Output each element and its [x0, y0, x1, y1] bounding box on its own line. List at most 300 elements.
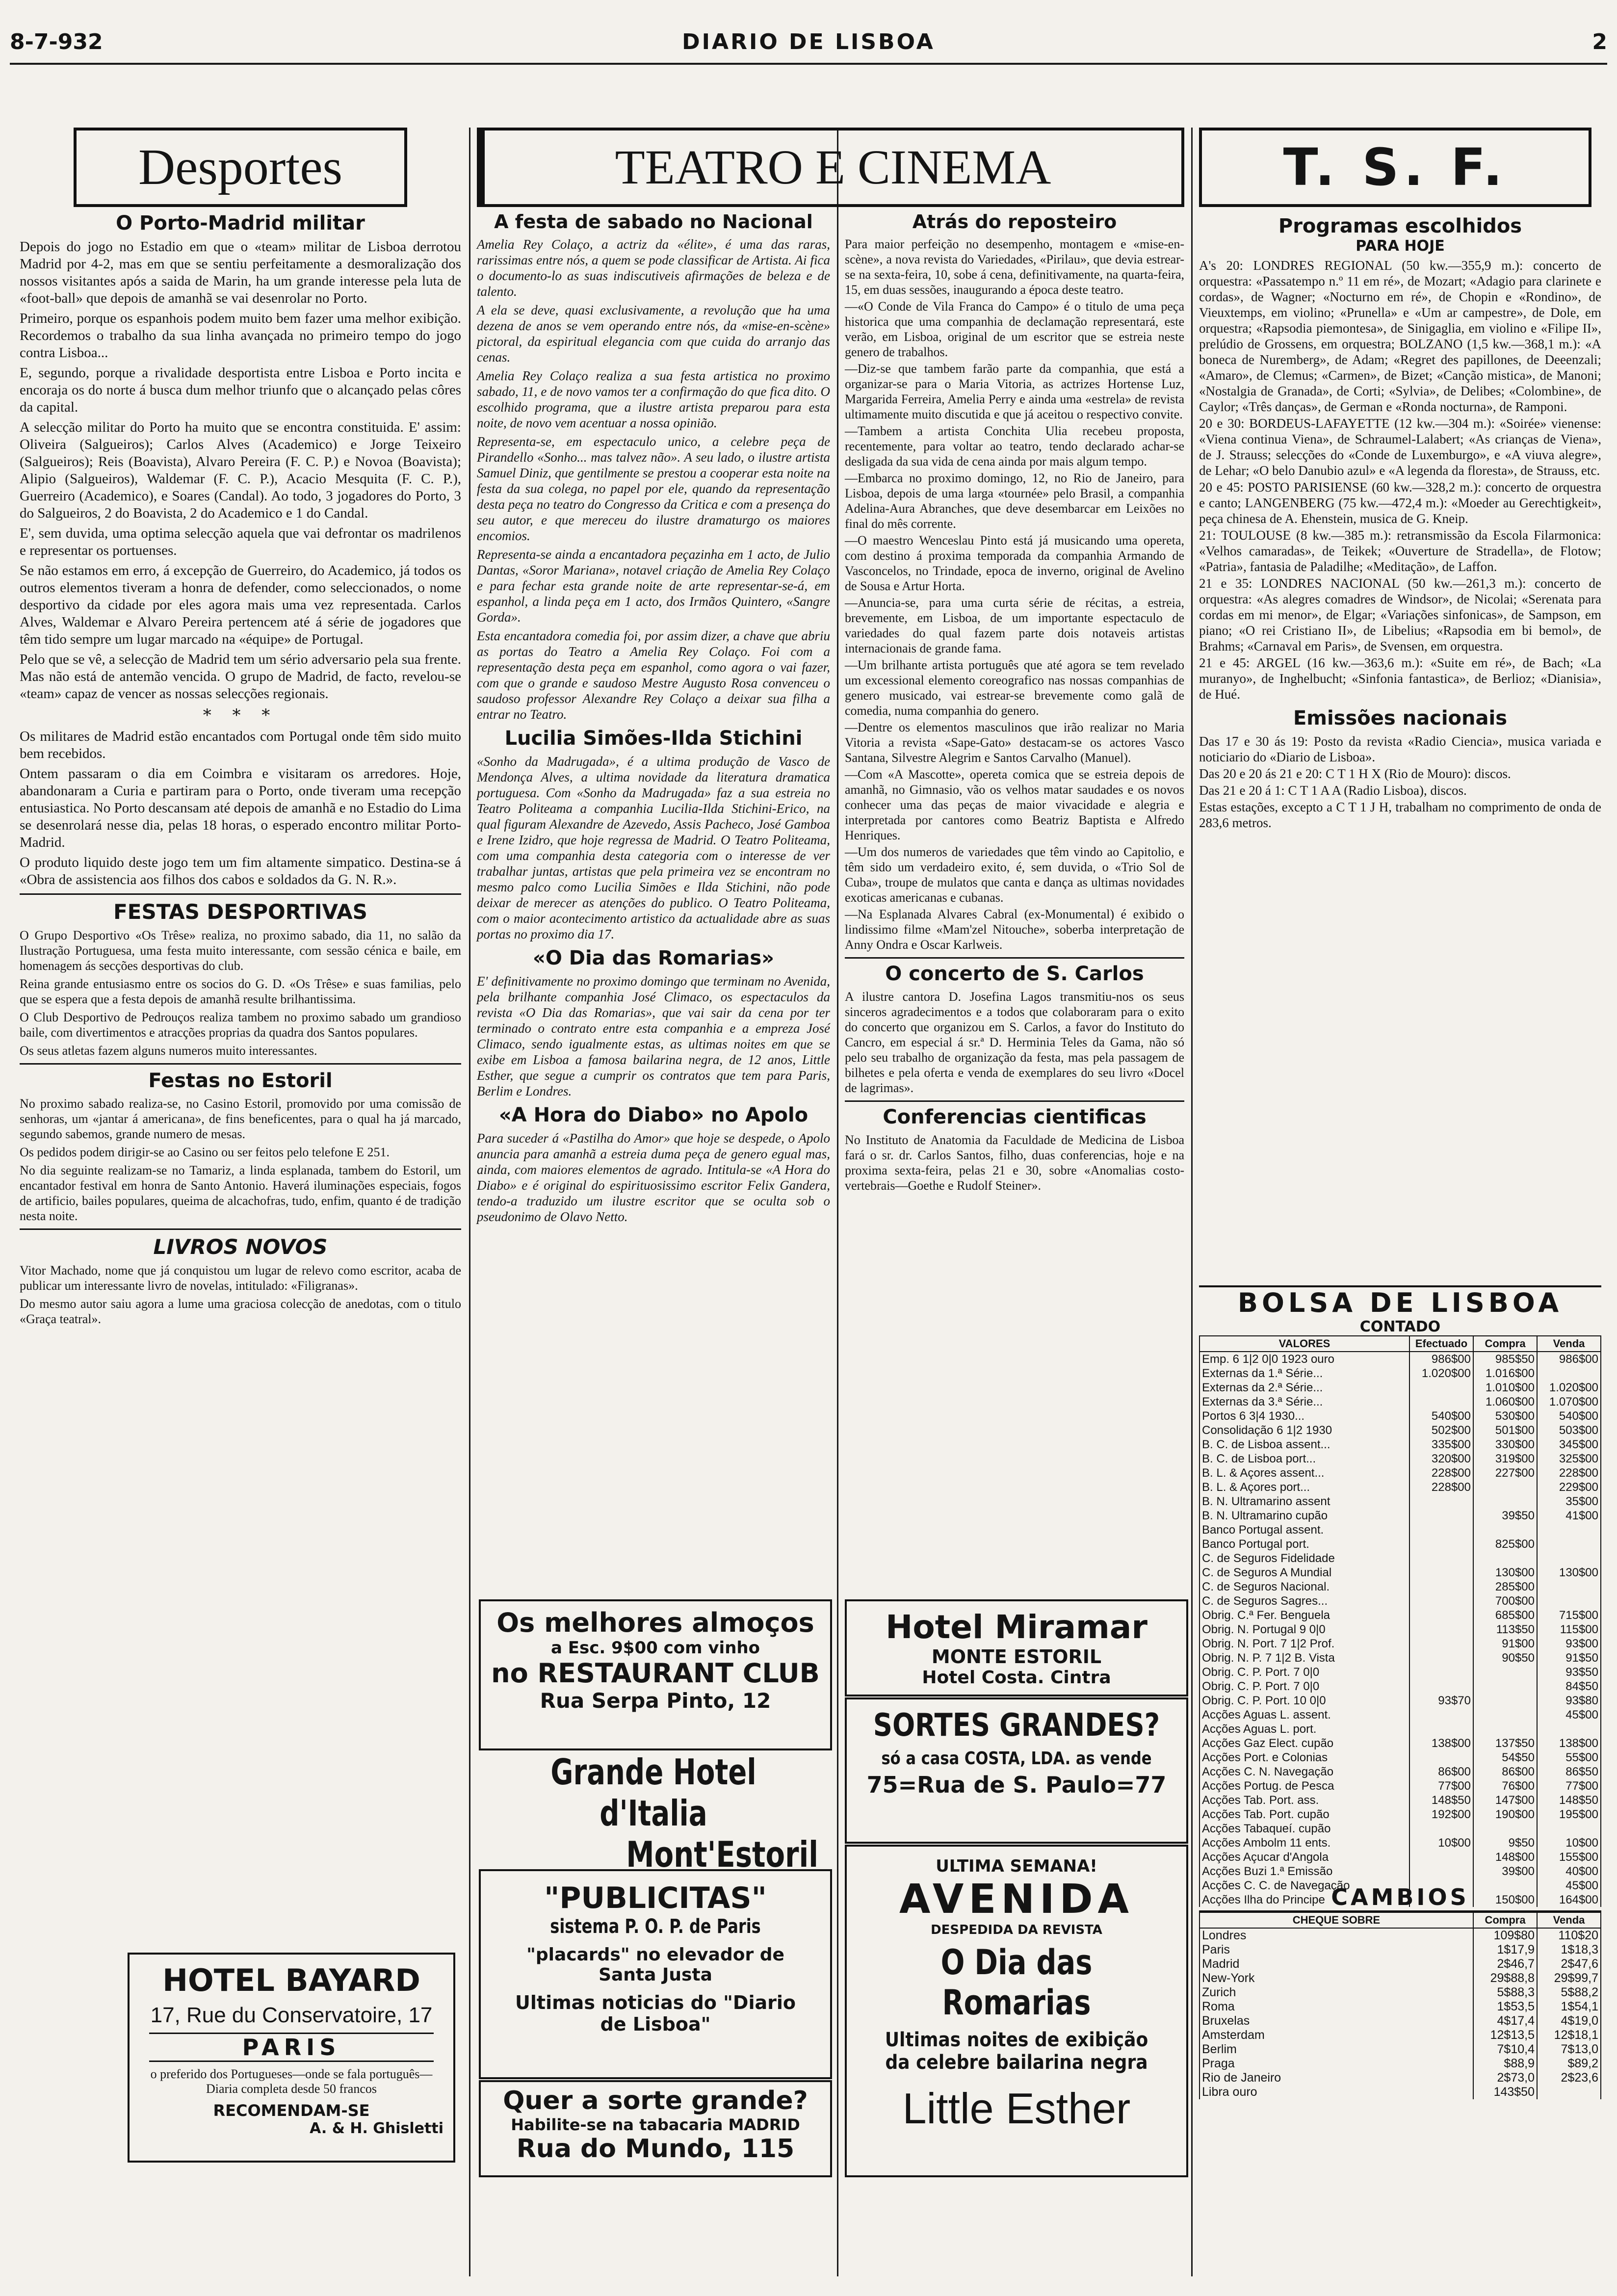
- article-paragraph: Reina grande entusiasmo entre os socios do G. D. «Os Trêse» e suas familias, pelo que se espera que a festa depois de amanhã resulte brilhantissima.: [20, 977, 461, 1006]
- article-paragraph: 20 e 30: BORDEUS-LAFAYETTE (12 kw.—304 m.): «Soirée» vienense: «Viena continua Viena», de Schraumel-Lalabert; «As crianças de Viena», de J. Strauss; selecções do «Conde de Luxemburgo», e «A viuva alegre», de Lehar; «O belo Danubio azul» e «A legenda da floresta», de Strauss, etc.: [1199, 416, 1601, 478]
- table-cell: 540$00: [1537, 1409, 1601, 1423]
- table-cell: [1409, 1494, 1473, 1509]
- table-cell: [1409, 1665, 1473, 1679]
- table-cell: 192$00: [1409, 1807, 1473, 1822]
- table-cell: 29$99,7: [1537, 1971, 1601, 1985]
- table-cell: 1$54,1: [1537, 2000, 1601, 2014]
- table-cell: Acções Port. e Colonias: [1200, 1750, 1409, 1765]
- article-paragraph: Amelia Rey Colaço, a actriz da «élite», é uma das raras, rarissimas entre nós, a quem se pode classificar de Artista. Ai fica o documento-lo as suas indiscutiveis afirmações de beleza e de talento.: [477, 237, 830, 299]
- table-cell: 45$00: [1537, 1708, 1601, 1722]
- table-cell: 12$13,5: [1473, 2028, 1537, 2042]
- table-cell: [1537, 1523, 1601, 1537]
- table-cell: B. N. Ultramarino assent: [1200, 1494, 1409, 1509]
- table-cell: C. de Seguros Sagres...: [1200, 1594, 1409, 1608]
- ad-hotel-bayard: [128, 1953, 455, 2163]
- bolsa-row: [1200, 1565, 1601, 1580]
- cambios-table: [1199, 1912, 1601, 2099]
- table-cell: 345$00: [1537, 1437, 1601, 1452]
- bolsa-row: [1200, 1750, 1601, 1765]
- table-cell: 2$46,7: [1473, 1957, 1537, 1971]
- article-title: Programas escolhidos: [1278, 215, 1522, 237]
- table-cell: [1409, 1822, 1473, 1836]
- table-cell: 1$18,3: [1537, 1943, 1601, 1957]
- table-cell: 502$00: [1409, 1423, 1473, 1437]
- table-cell: Acções Ilha do Principe: [1200, 1893, 1409, 1907]
- bolsa-row: [1200, 1836, 1601, 1850]
- table-cell: 5$88,2: [1537, 1985, 1601, 2000]
- table-cell: 93$70: [1409, 1694, 1473, 1708]
- table-cell: Externas da 1.ª Série...: [1200, 1366, 1409, 1381]
- article-paragraph: A ilustre cantora D. Josefina Lagos transmitiu-nos os seus sinceros agradecimentos e a todos que colaboraram para o exito do concerto que organizou em S. Carlos, a favor do Instituto do Cancro, em especial á sr.ª D. Herminia Teles da Gama, não só pelo seu trabalho de organização da festa, mas pela passagem de bilhetes e pela oferta e venda de exemplares do seu livro «Docel de lagrimas».: [845, 990, 1184, 1095]
- article-title: A festa de sabado no Nacional: [494, 211, 813, 233]
- ad-text: MONTE ESTORIL: [931, 1646, 1102, 1668]
- table-cell: [1537, 1537, 1601, 1551]
- table-cell: 110$20: [1537, 1928, 1601, 1943]
- table-cell: 113$50: [1473, 1622, 1537, 1637]
- table-cell: Paris: [1200, 1943, 1473, 1957]
- table-cell: 1.070$00: [1537, 1395, 1601, 1409]
- article-paragraph: Das 17 e 30 ás 19: Posto da revista «Radio Ciencia», musica variada e noticiario do «Diario de Lisboa».: [1199, 734, 1601, 764]
- table-cell: Libra ouro: [1200, 2085, 1473, 2099]
- table-cell: 503$00: [1537, 1423, 1601, 1437]
- table-cell: 130$00: [1473, 1565, 1537, 1580]
- tsf-heading: T. S. F.: [1199, 128, 1591, 207]
- article-title: Conferencias cientificas: [845, 1100, 1184, 1128]
- table-cell: [1473, 1494, 1537, 1509]
- article-paragraph: —«O Conde de Vila Franca do Campo» é o titulo de uma peça historica que uma companhia de declamação representará, este verão, em Lisboa, original de um escritor que se estreia neste genero de trabalhos.: [845, 299, 1184, 359]
- article-paragraph: Os militares de Madrid estão encantados com Portugal onde têm sido muito bem recebidos.: [20, 729, 461, 761]
- table-cell: Bruxelas: [1200, 2014, 1473, 2028]
- table-cell: 10$00: [1409, 1836, 1473, 1850]
- article-paragraph: No proximo sabado realiza-se, no Casino Estoril, promovido por uma comissão de senhoras, um «jantar á americana», de fins beneficentes, para o qual ha já marcado, segundo sabemos, grande numero de mesas.: [20, 1096, 461, 1141]
- bolsa-row: [1200, 1537, 1601, 1551]
- table-cell: 143$50: [1473, 2085, 1537, 2099]
- ad-text: Habilite-se na tabacaria MADRID: [511, 2115, 800, 2134]
- table-cell: [1409, 1509, 1473, 1523]
- article-paragraph: Ontem passaram o dia em Coimbra e visitaram os arredores. Hoje, abandonaram a Curia e partiram para o Porto, onde tiveram uma recepção entusiastica. No Porto descansam até depois de amanhã e no Estadio do Lima se desenrolará nesse dia, pelas 18 horas, o esperado encontro militar Porto-Madrid.: [20, 766, 461, 850]
- ad-text: só a casa COSTA, LDA. as vende: [881, 1748, 1152, 1769]
- article-paragraph: Vitor Machado, nome que já conquistou um lugar de relevo como escritor, acaba de publicar um interessante livro de novelas, intitulado: «Filigranas».: [20, 1263, 461, 1293]
- table-cell: 77$00: [1537, 1779, 1601, 1793]
- table-cell: Banco Portugal port.: [1200, 1537, 1409, 1551]
- article-paragraph: Os seus atletas fazem alguns numeros muito interessantes.: [20, 1044, 317, 1058]
- table-cell: Amsterdam: [1200, 2028, 1473, 2042]
- table-cell: 4$17,4: [1473, 2014, 1537, 2028]
- article-paragraph: —O maestro Wenceslau Pinto está já musicando uma opereta, com destino á proxima temporada da companhia Armando de Vasconcelos, no Trindade, epoca de inverno, original de Avelino de Sousa e Artur Horta.: [845, 533, 1184, 593]
- section-break-stars: * * *: [203, 705, 278, 725]
- article-paragraph: —Diz-se que tambem farão parte da companhia, que está a organizar-se para o Maria Vitoria, as actrizes Hortense Luz, Margarida Ferreira, Amelia Perry e ainda uma «estrela» de revista ultimamente muito discutida e que já aceitou o respectivo convite.: [845, 362, 1184, 421]
- table-cell: 1$17,9: [1473, 1943, 1537, 1957]
- article-paragraph: O Club Desportivo de Pedrouços realiza tambem no proximo sabado um grandioso baile, com divertimentos e atracções proprias da quadra dos Santos populares.: [20, 1010, 461, 1040]
- table-cell: 325$00: [1537, 1452, 1601, 1466]
- bolsa-table: [1199, 1335, 1601, 1907]
- table-header-cell: Compra: [1473, 1912, 1537, 1928]
- table-cell: [1409, 1637, 1473, 1651]
- article-paragraph: A selecção militar do Porto ha muito que se encontra constituida. E' assim: Oliveira (Salgueiros); Carlos Alves (Academico) e Jorge Teixeiro (Salgueiros); Reis (Boavista), Alvaro Pereira (F. C. P.) e Novoa (Boavista); Alipio (Salgueiros), Waldemar (F. C. P.), Acacio Mesquita (F. C. P.), Guerreiro (Academico), e Soares (Candal). Ao todo, 3 jogadores do Porto, 3 do Salgueiros, 2 do Boavista, 2 do Academico e 1 do Candal.: [20, 419, 461, 521]
- bolsa-row: [1200, 1608, 1601, 1622]
- table-cell: Obrig. C.ª Fer. Benguela: [1200, 1608, 1409, 1622]
- table-cell: 1.010$00: [1473, 1381, 1537, 1395]
- bolsa-row: [1200, 1765, 1601, 1779]
- ad-title: "PUBLICITAS": [544, 1881, 767, 1915]
- table-cell: [1409, 1565, 1473, 1580]
- table-cell: [1409, 1622, 1473, 1637]
- cambios-row: [1200, 2014, 1601, 2028]
- article-paragraph: Das 20 e 20 ás 21 e 20: C T 1 H X (Rio de Mouro): discos.: [1199, 766, 1511, 781]
- table-cell: 228$00: [1409, 1466, 1473, 1480]
- article-paragraph: —Com «A Mascotte», opereta comica que se estreia depois de amanhã, no Gimnasio, vão os velhos matar saudades e os novos conhecer uma das peças de maior vivacidade e alegria e interpretada por cantores como Beatriz Baptista e Alfredo Henriques.: [845, 767, 1184, 842]
- article-paragraph: —Um dos numeros de variedades que têm vindo ao Capitolio, e têm sido um verdadeiro exito, é, sem duvida, o «Trio Sol de Cuba», troupe de mulatos que canta e dança as ultimas novidades exoticas americanas e cubanas.: [845, 845, 1184, 905]
- ad-casa-costa: [845, 1697, 1188, 1844]
- bolsa-row: [1200, 1665, 1601, 1679]
- table-cell: [1409, 1750, 1473, 1765]
- bolsa-row: [1200, 1395, 1601, 1409]
- bolsa-row: [1200, 1722, 1601, 1736]
- table-cell: Acções Aguas L. assent.: [1200, 1708, 1409, 1722]
- table-cell: Externas da 3.ª Série...: [1200, 1395, 1409, 1409]
- table-cell: [1537, 1822, 1601, 1836]
- teatro-heading: TEATRO E CINEMA: [477, 128, 1184, 207]
- cambios-section: [1199, 1884, 1601, 2178]
- bolsa-title: BOLSA DE LISBOA: [1199, 1285, 1601, 1318]
- cambios-row: [1200, 1928, 1601, 1943]
- article-paragraph: Representa-se ainda a encantadora peçazinha em 1 acto, de Julio Dantas, «Soror Mariana», notavel criação de Amelia Rey Colaço e para fechar esta grande noite de arte representar-se-á, em espanhol, a linda peça em 1 acto, dos Irmãos Quintero, «Sangre Gorda».: [477, 547, 830, 625]
- table-cell: 86$00: [1409, 1765, 1473, 1779]
- article-paragraph: No dia seguinte realizam-se no Tamariz, a linda esplanada, tambem do Estoril, um encantador festival em honra de Santo Antonio. Haverá iluminações especiais, fogos de artificio, bailes populares, queima de alcachofras, tudo, enfim, quanto é de tradição nesta noite.: [20, 1163, 461, 1223]
- table-cell: [1409, 1551, 1473, 1565]
- column-divider: [837, 128, 838, 2276]
- table-cell: [1537, 1366, 1601, 1381]
- table-cell: Acções C. C. de Navegação: [1200, 1879, 1409, 1893]
- table-cell: [1409, 1722, 1473, 1736]
- table-cell: 35$00: [1537, 1494, 1601, 1509]
- table-cell: 715$00: [1537, 1608, 1601, 1622]
- article-title: Emissões nacionais: [1293, 707, 1508, 730]
- article-paragraph: 20 e 45: POSTO PARISIENSE (60 kw.—328,2 m.): concerto de orquestra e canto; LANGENBERG (75 kw.—472,4 m.): «Moeder au Gerechtigkeit», peça chinesa de A. Ehenstein, musica de G. Kneip.: [1199, 480, 1601, 526]
- table-cell: Acções Aguas L. port.: [1200, 1722, 1409, 1736]
- column-divider: [469, 128, 470, 2276]
- table-header-cell: Compra: [1473, 1336, 1537, 1352]
- article-paragraph: A's 20: LONDRES REGIONAL (50 kw.—355,9 m.): concerto de orquestra: «Passatempo n.º 11 em ré», de Mozart; «Adagio para clarinete e cordas», de Wagner; «Nocturno em ré», de Chopin e «Rondino», de Vieuxtemps, em violino; «Prunella» e «Um ar campestre», de Dole, em orquestra; «Rapsodia piemontesa», de Sinigaglia, em violino e «Filipe II», prelúdio de Grossens, em orquestra; BOLZANO (1,5 kw.—368,1 m.): «A boneca de Nuremberg», de Adam; «Regret des papillones, de Deeenzali; «Amaro», de Clemus; «Carmen», de Bizet; «Canção mistica», de Manoni; «Nostalgia de Granada», de Corti; «Sylvia», de Delibes; «Colombine», de Caylor; «Três danças», de German e «Ronda nocturna», de Ramponi.: [1199, 258, 1601, 414]
- issue-date: 8-7-932: [10, 29, 103, 54]
- table-cell: Londres: [1200, 1928, 1473, 1943]
- article-title: LIVROS NOVOS: [20, 1228, 461, 1259]
- article-title: Lucilia Simões-Ilda Stichini: [504, 727, 803, 750]
- table-cell: 319$00: [1473, 1452, 1537, 1466]
- table-cell: Berlim: [1200, 2042, 1473, 2057]
- bolsa-row: [1200, 1523, 1601, 1537]
- ad-address: 75=Rua de S. Paulo=77: [866, 1772, 1167, 1798]
- table-cell: 1.020$00: [1537, 1381, 1601, 1395]
- bolsa-row: [1200, 1494, 1601, 1509]
- table-cell: 1.060$00: [1473, 1395, 1537, 1409]
- table-cell: 93$80: [1537, 1694, 1601, 1708]
- table-cell: 10$00: [1537, 1836, 1601, 1850]
- table-cell: 5$88,3: [1473, 1985, 1537, 2000]
- bolsa-row: [1200, 1864, 1601, 1879]
- table-cell: 12$18,1: [1537, 2028, 1601, 2042]
- table-cell: 190$00: [1473, 1807, 1537, 1822]
- ad-title: Grande Hotel d'Italia: [550, 1751, 756, 1834]
- article-paragraph: Das 21 e 20 á 1: C T 1 A A (Radio Lisboa), discos.: [1199, 783, 1467, 798]
- ad-address: 17, Rue du Conservatoire, 17: [150, 2003, 433, 2027]
- cambios-row: [1200, 1943, 1601, 1957]
- bolsa-row: [1200, 1679, 1601, 1694]
- table-cell: [1409, 1381, 1473, 1395]
- table-cell: Obrig. C. P. Port. 7 0|0: [1200, 1679, 1409, 1694]
- table-cell: 1$53,5: [1473, 2000, 1537, 2014]
- table-cell: B. L. & Açores assent...: [1200, 1466, 1409, 1480]
- article-title: O concerto de S. Carlos: [845, 957, 1184, 985]
- bolsa-row: [1200, 1622, 1601, 1637]
- bolsa-row: [1200, 1580, 1601, 1594]
- ad-recommend: RECOMENDAM-SE: [213, 2101, 370, 2120]
- article-paragraph: Do mesmo autor saiu agora a lume uma graciosa colecção de anedotas, com o titulo «Graça teatral».: [20, 1297, 461, 1326]
- ad-text: o preferido dos Portugueses—onde se fala português—Diaria completa desde 50 francos: [150, 2067, 433, 2096]
- table-cell: $88,9: [1473, 2057, 1537, 2071]
- ad-text: no RESTAURANT CLUB: [491, 1658, 820, 1689]
- table-cell: Externas da 2.ª Série...: [1200, 1381, 1409, 1395]
- table-cell: 137$50: [1473, 1736, 1537, 1750]
- table-cell: [1473, 1523, 1537, 1537]
- ad-text: Little Esther: [902, 2084, 1131, 2133]
- article-paragraph: Estas estações, excepto a C T 1 J H, trabalham no comprimento de onda de 283,6 metros.: [1199, 800, 1601, 830]
- table-cell: Banco Portugal assent.: [1200, 1523, 1409, 1537]
- article-paragraph: 21 e 45: ARGEL (16 kw.—363,6 m.): «Suite em ré», de Bach; «La muranyo», de Inghelbucht; «Sinfonia fantastica», de Berlioz; «Dianisia», de Hué.: [1199, 655, 1601, 702]
- bolsa-row: [1200, 1637, 1601, 1651]
- ad-publicitas: [479, 1869, 832, 2079]
- table-cell: 986$00: [1409, 1352, 1473, 1366]
- article-paragraph: Representa-se, em espectaculo unico, a celebre peça de Pirandello «Sonho... mas talvez não». A seu lado, o ilustre artista Samuel Diniz, que gentilmente se prestou a cooperar esta noite na festa da sua colega, no papel por ele, quando da representação desta peça no teatro do Congresso da Critica e com a presença do seu autor, e que mereceu do ilustre dramaturgo os maiores encomios.: [477, 434, 830, 543]
- ad-title: Quer a sorte grande?: [503, 2086, 808, 2115]
- article-paragraph: Amelia Rey Colaço realiza a sua festa artistica no proximo sabado, 11, e de novo vamos ter a confirmação do que fica dito. O escolhido programa, que a ilustre artista preparou para esta noite, de novo vem acentuar a nossa opinião.: [477, 368, 830, 430]
- article-paragraph: Os pedidos podem dirigir-se ao Casino ou ser feitos pelo telefone E 251.: [20, 1145, 390, 1159]
- table-cell: 195$00: [1537, 1807, 1601, 1822]
- table-cell: 115$00: [1537, 1622, 1601, 1637]
- article-paragraph: —Dentre os elementos masculinos que irão realizar no Maria Vitoria a revista «Sape-Gato» destacam-se os actores Vasco Santana, Silvestre Alegrim e Santos Carvalho (Manuel).: [845, 720, 1184, 765]
- table-cell: 45$00: [1537, 1879, 1601, 1893]
- table-cell: Acções Tab. Port. cupão: [1200, 1807, 1409, 1822]
- table-cell: Acções C. N. Navegação: [1200, 1765, 1409, 1779]
- article-paragraph: O produto liquido deste jogo tem um fim altamente simpatico. Destina-se á «Obra de assistencia aos filhos dos cabos e soldados da G. N. R.».: [20, 855, 461, 887]
- table-cell: Obrig. N. P. 7 1|2 B. Vista: [1200, 1651, 1409, 1665]
- table-cell: Praga: [1200, 2057, 1473, 2071]
- cambios-row: [1200, 2057, 1601, 2071]
- article-paragraph: —Na Esplanada Alvares Cabral (ex-Monumental) é exibido o lindissimo filme «Mam'zel Nitouche», soberba interpretação de Anny Ondra e Oscar Karlweis.: [845, 907, 1184, 952]
- table-cell: 9$50: [1473, 1836, 1537, 1850]
- table-cell: [1473, 1480, 1537, 1494]
- bolsa-row: [1200, 1594, 1601, 1608]
- table-cell: 148$50: [1537, 1793, 1601, 1807]
- article-paragraph: —Um brilhante artista português que até agora se tem revelado um excessional elemento coreografico nas nossas companhias de genero musicado, vai estrear-se brevemente como galã de comedia, numa companhia do genero.: [845, 658, 1184, 718]
- article-paragraph: E, segundo, porque a rivalidade desportista entre Lisboa e Porto incita e encoraja os do norte á busca dum melhor triunfo que o alcançado pelas côres da capital.: [20, 365, 461, 415]
- article-title: «A Hora do Diabo» no Apolo: [498, 1104, 808, 1126]
- table-cell: [1409, 1594, 1473, 1608]
- table-cell: 84$50: [1537, 1679, 1601, 1694]
- table-cell: B. C. de Lisboa assent...: [1200, 1437, 1409, 1452]
- table-cell: [1409, 1608, 1473, 1622]
- table-cell: [1409, 1651, 1473, 1665]
- table-cell: 825$00: [1473, 1537, 1537, 1551]
- cambios-row: [1200, 2000, 1601, 2014]
- cambios-row: [1200, 1957, 1601, 1971]
- table-cell: 86$00: [1473, 1765, 1537, 1779]
- table-cell: 91$50: [1537, 1651, 1601, 1665]
- table-cell: 7$13,0: [1537, 2042, 1601, 2057]
- table-cell: 147$00: [1473, 1793, 1537, 1807]
- table-cell: Consolidação 6 1|2 1930: [1200, 1423, 1409, 1437]
- article-title: O Porto-Madrid militar: [116, 212, 365, 235]
- table-cell: [1473, 1665, 1537, 1679]
- table-cell: Rio de Janeiro: [1200, 2071, 1473, 2085]
- table-cell: [1473, 1679, 1537, 1694]
- article-paragraph: 21: TOULOUSE (8 kw.—385 m.): retransmissão da Escola Filarmonica: «Velhos camaradas», de Teikek; «Ouverture de Stradella», de Flotow; «Patria», fantasia de Paladilhe; «Meditação», de Laffon.: [1199, 528, 1601, 574]
- bolsa-row: [1200, 1708, 1601, 1722]
- article-paragraph: Para suceder á «Pastilha do Amor» que hoje se despede, o Apolo anuncia para amanhã a estreia duma peça de genero egual mas, ainda, com maiores elementos de agrado. Intitula-se «A Hora do Diabo» e é original do espirituosissimo escritor Felix Gandera, tendo-a traduzido um ilustre escritor que se oculta sob o pseudonimo de Olavo Netto.: [477, 1131, 830, 1224]
- article-paragraph: «Sonho da Madrugada», é a ultima produção de Vasco de Mendonça Alves, a ultima novidade da literatura dramatica portuguesa. Com «Sonho da Madrugada» faz a sua estreia no Teatro Politeama a companhia Lucilia-Ilda Stichini-Erico, na qual figuram Alexandre de Azevedo, Assis Pacheco, José Gamboa e Irene Izidro, que hoje regressa de Madrid. O Teatro Politeama, com uma companhia desta categoria com o interesse de ver trabalhar juntas, artistas que pela primeira vez se encontram no mesmo palco como Lucilia Simões e Ilda Stichini, não pode deixar de merecer as atenções do publico. O Teatro Politeama, com o maior acontecimento artistico da actualidade abre as suas portas no proximo dia 17.: [477, 754, 830, 941]
- article-subtitle: PARA HOJE: [1356, 237, 1445, 255]
- table-cell: [1409, 1864, 1473, 1879]
- table-cell: Obrig. N. Portugal 9 0|0: [1200, 1622, 1409, 1637]
- table-cell: 685$00: [1473, 1608, 1537, 1622]
- ad-text: DESPEDIDA DA REVISTA: [931, 1923, 1102, 1937]
- table-cell: 54$50: [1473, 1750, 1537, 1765]
- table-cell: [1537, 1722, 1601, 1736]
- table-cell: [1473, 1694, 1537, 1708]
- table-cell: 228$00: [1409, 1480, 1473, 1494]
- table-cell: [1409, 1537, 1473, 1551]
- table-cell: 86$50: [1537, 1765, 1601, 1779]
- table-cell: Zurich: [1200, 1985, 1473, 2000]
- table-cell: 7$10,4: [1473, 2042, 1537, 2057]
- article-title: Festas no Estoril: [20, 1063, 461, 1092]
- header-rule: [10, 63, 1607, 65]
- table-cell: [1537, 1580, 1601, 1594]
- table-cell: 148$50: [1409, 1793, 1473, 1807]
- ad-city: PARIS: [149, 2033, 434, 2062]
- ad-tabacaria-madrid: [479, 2080, 832, 2177]
- table-cell: [1409, 1580, 1473, 1594]
- bolsa-row: [1200, 1437, 1601, 1452]
- ad-hotel-italia: [479, 1751, 828, 1875]
- ad-text: Mont'Estoril: [626, 1834, 818, 1875]
- table-cell: [1409, 1395, 1473, 1409]
- table-cell: 1.016$00: [1473, 1366, 1537, 1381]
- table-cell: [1409, 1679, 1473, 1694]
- page-header: [10, 29, 1607, 57]
- table-cell: 39$50: [1473, 1509, 1537, 1523]
- cambios-row: [1200, 2085, 1601, 2099]
- table-cell: 986$00: [1537, 1352, 1601, 1366]
- ad-restaurant-club: [479, 1599, 832, 1750]
- table-cell: Obrig. C. P. Port. 10 0|0: [1200, 1694, 1409, 1708]
- article-paragraph: Pelo que se vê, a selecção de Madrid tem um sério adversario pela sua frente. Mas não está de antemão vencida. O grupo de Madrid, de facto, revelou-se «team» capaz de vencer as nossas selecções regionais.: [20, 652, 461, 702]
- bolsa-row: [1200, 1366, 1601, 1381]
- table-cell: 39$00: [1473, 1864, 1537, 1879]
- table-cell: [1473, 1722, 1537, 1736]
- table-header-cell: VALORES: [1200, 1336, 1409, 1352]
- ad-signature: A. & H. Ghisletti: [310, 2120, 443, 2137]
- bolsa-row: [1200, 1466, 1601, 1480]
- bolsa-row: [1200, 1651, 1601, 1665]
- table-cell: [1409, 1523, 1473, 1537]
- table-cell: 700$00: [1473, 1594, 1537, 1608]
- column-divider: [1191, 128, 1193, 2276]
- bolsa-row: [1200, 1423, 1601, 1437]
- table-cell: 335$00: [1409, 1437, 1473, 1452]
- cambios-row: [1200, 1971, 1601, 1985]
- ad-text: sistema P. O. P. de Paris: [550, 1915, 761, 1938]
- table-cell: Obrig. C. P. Port. 7 0|0: [1200, 1665, 1409, 1679]
- table-cell: 93$50: [1537, 1665, 1601, 1679]
- table-cell: [1409, 1708, 1473, 1722]
- ad-title: HOTEL BAYARD: [162, 1962, 420, 1998]
- table-cell: 229$00: [1537, 1480, 1601, 1494]
- table-cell: 2$47,6: [1537, 1957, 1601, 1971]
- table-cell: 55$00: [1537, 1750, 1601, 1765]
- table-cell: Acções Tabaqueí. cupão: [1200, 1822, 1409, 1836]
- article-paragraph: Esta encantadora comedia foi, por assim dizer, a chave que abriu as portas do Teatro a Amelia Rey Colaço. Foi com a representação desta peça em espanhol, como agora o vai fazer, com que o grande e saudoso Mestre Augusto Rosa convenceu o saudoso professor Alexandre Rey Colaço a deixar sua filha a entrar no Teatro.: [477, 628, 830, 722]
- table-cell: 4$19,0: [1537, 2014, 1601, 2028]
- page-number: 2: [1592, 29, 1607, 54]
- bolsa-row: [1200, 1694, 1601, 1708]
- ad-text: Ultimas noites de exibição da celebre bailarina negra: [885, 2029, 1148, 2074]
- table-cell: 138$00: [1409, 1736, 1473, 1750]
- article-paragraph: A ela se deve, quasi exclusivamente, a revolução que ha uma dezena de anos se vem operando entre nós, da «mise-en-scène» pictoral, da espiritual elegancia com que cuida do arranjo das cenas.: [477, 303, 830, 365]
- table-cell: [1409, 1850, 1473, 1864]
- table-cell: 2$73,0: [1473, 2071, 1537, 2085]
- table-header-cell: CHEQUE SOBRE: [1200, 1912, 1473, 1928]
- table-cell: 155$00: [1537, 1850, 1601, 1864]
- article-paragraph: E', sem duvida, uma optima selecção aquela que vai defrontar os madrilenos e representar os portuenses.: [20, 525, 461, 558]
- bolsa-row: [1200, 1352, 1601, 1366]
- ad-title: Os melhores almoços: [496, 1607, 814, 1638]
- article-title: «O Dia das Romarias»: [533, 947, 774, 969]
- ad-text: a Esc. 9$00 com vinho: [551, 1638, 760, 1658]
- article-paragraph: No Instituto de Anatomia da Faculdade de Medicina de Lisboa fará o sr. dr. Carlos Santos, filho, duas conferencias, hoje e na proxima sexta-feira, pelas 21 e 30, sobre «Anomalias costo-vertebrais—Goethe e Rudolf Steiner».: [845, 1133, 1184, 1193]
- table-cell: 109$80: [1473, 1928, 1537, 1943]
- ad-text: Ultimas noticias do "Diario de Lisboa": [515, 1992, 796, 2035]
- cambios-title: CAMBIOS: [1199, 1884, 1601, 1912]
- ad-text: "placards" no elevador de Santa Justa: [526, 1945, 784, 1985]
- table-cell: [1473, 1708, 1537, 1722]
- table-cell: [1537, 1594, 1601, 1608]
- bolsa-subtitle: CONTADO: [1359, 1318, 1441, 1335]
- tsf-section: [1199, 128, 1601, 1285]
- ad-text: Hotel Costa. Cintra: [922, 1668, 1111, 1688]
- table-cell: 93$00: [1537, 1637, 1601, 1651]
- bolsa-row: [1200, 1850, 1601, 1864]
- article-paragraph: E' definitivamente no proximo domingo que terminam no Avenida, pela brilhante companhia José Climaco, os espectaculos da revista «O Dia das Romarias», que vai sair da cena por ter terminado o contrato entre esta companhia e a empreza José Climaco, sendo igualmente estas, as ultimas noites em que se exibe em Lisboa a famosa bailarina negra, de 12 anos, Little Esther, que segue a cumprir os contratos que tem para Paris, Berlim e Londres.: [477, 974, 830, 1098]
- bolsa-row: [1200, 1381, 1601, 1395]
- table-cell: [1537, 1551, 1601, 1565]
- table-cell: Acções Buzi 1.ª Emissão: [1200, 1864, 1409, 1879]
- article-paragraph: —Tambem a artista Conchita Ulia recebeu proposta, recentemente, para voltar ao teatro, tendo declarado achar-se desligada da sua vida de cena ainda por mais algum tempo.: [845, 424, 1184, 469]
- bolsa-row: [1200, 1822, 1601, 1836]
- table-cell: 40$00: [1537, 1864, 1601, 1879]
- table-cell: 2$23,6: [1537, 2071, 1601, 2085]
- table-header-cell: Efectuado: [1409, 1336, 1473, 1352]
- cambios-row: [1200, 2028, 1601, 2042]
- table-cell: 530$00: [1473, 1409, 1537, 1423]
- table-cell: B. L. & Açores port...: [1200, 1480, 1409, 1494]
- table-cell: C. de Seguros Nacional.: [1200, 1580, 1409, 1594]
- article-paragraph: O Grupo Desportivo «Os Trêse» realiza, no proximo sabado, dia 11, no salão da Ilustração Portuguesa, uma festa muito interessante, com sessão cénica e baile, em homenagem ás secções desportivas do club.: [20, 928, 461, 973]
- table-cell: Madrid: [1200, 1957, 1473, 1971]
- table-cell: Acções Açucar d'Angola: [1200, 1850, 1409, 1864]
- table-cell: Acções Portug. de Pesca: [1200, 1779, 1409, 1793]
- bolsa-row: [1200, 1452, 1601, 1466]
